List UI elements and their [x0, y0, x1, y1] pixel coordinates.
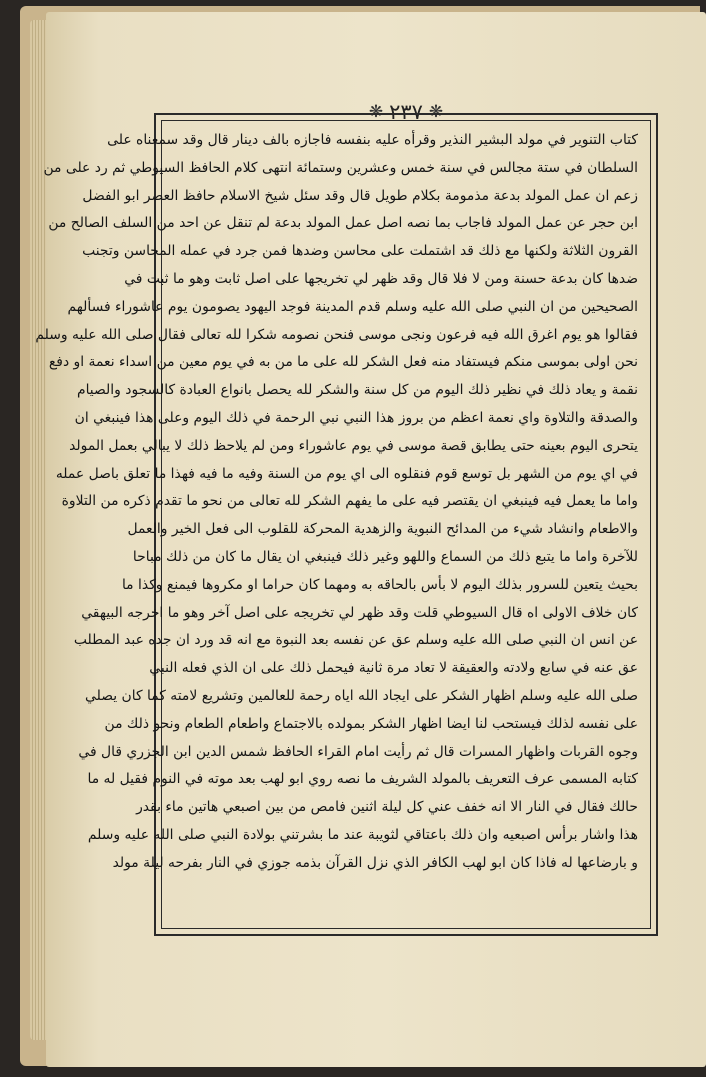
- text-line: وجوه القربات واظهار المسرات قال ثم رأيت امام القراء الحافظ شمس الدين ابن الجزري قال في: [78, 743, 638, 760]
- text-line: ضدها كان بدعة حسنة ومن لا فلا قال وقد ظهر لي تخريجها على اصل ثابت وهو ما ثبت في: [124, 270, 638, 287]
- text-frame-inner: [35, 120, 651, 929]
- text-line: صلى الله عليه وسلم اظهار الشكر على ايجاد الله اياه رحمة للعالمين وتشريع لامته كما كان يصلي: [85, 687, 638, 704]
- page-number: ٢٣٧: [389, 100, 423, 124]
- text-line: في اي يوم من الشهر بل توسع قوم فنقلوه الى اي يوم من السنة وفيه ما فيه فهذا ما تعلق باصل عمله: [55, 465, 638, 482]
- ornament-right-icon: ❋: [428, 102, 444, 122]
- text-line: و بارضاعها له فاذا كان ابو لهب الكافر الذي نزل القرآن بذمه جوزي في النار بفرحه ليلة مولد: [112, 854, 638, 871]
- text-line: واما ما يعمل فيه فينبغي ان يقتصر فيه على ما يفهم الشكر لله تعالى من نحو ما تقدم ذكره من التلاوة: [61, 493, 638, 510]
- text-line: نقمة و يعاد ذلك في نظير ذلك اليوم من كل سنة والشكر لله يحصل بانواع العبادة كالسجود والصيام: [76, 382, 638, 399]
- ornament-left-icon: ❋: [368, 102, 384, 122]
- text-line: والاطعام وانشاد شيء من المدائح النبوية والزهدية المحركة للقلوب الى فعل الخير والعمل: [127, 521, 638, 538]
- text-line: القرون الثلاثة ولكنها مع ذلك قد اشتملت على محاسن وضدها فمن جرد في عمله المحاسن وتجنب: [82, 243, 638, 260]
- text-line: نحن اولى بموسى منكم فيستفاد منه فعل الشكر لله على ما من به في يوم معين من اسداء نعمة او دفع: [48, 354, 638, 371]
- text-line: بحيث يتعين للسرور بذلك اليوم لا بأس بالحاقه به ومهما كان حراما او مكروها فيمنع وكذا ما: [121, 576, 638, 593]
- text-line: يتحرى اليوم بعينه حتى يطابق قصة موسى في يوم عاشوراء ومن لم يلاحظ ذلك لا يبالي بعمل المولد: [69, 437, 638, 454]
- text-line: كان خلاف الاولى اه قال السيوطي قلت وقد ظهر لي تخريجه على اصل آخر وهو ما اخرجه البيهقي: [81, 604, 638, 621]
- text-block: [35, 127, 638, 878]
- text-line: والصدقة والتلاوة واي نعمة اعظم من بروز هذا النبي نبي الرحمة في ذلك اليوم وعلى هذا فينبغي ان: [74, 409, 638, 426]
- text-line: كتاب التنوير في مولد البشير النذير وقرأه عليه بنفسه فاجازه بالف دينار قال وقد سمعناه على: [107, 132, 638, 148]
- text-line: هذا واشار برأس اصبعيه وان ذلك باعتاقي لثويبة عند ما بشرتني بولادة النبي صلى الله عليه وسلم: [87, 826, 638, 843]
- text-line: ابن حجر عن عمل المولد فاجاب بما نصه اصل عمل المولد بدعة لم تنقل عن احد من السلف الصالح من: [48, 215, 638, 232]
- text-frame: [35, 113, 658, 936]
- text-line: على نفسه لذلك فيستحب لنا ايضا اظهار الشكر بمولده بالاجتماع واطعام الطعام ونحو ذلك من: [104, 715, 638, 732]
- text-line: فقالوا هو يوم اغرق الله فيه فرعون ونجى موسى فنحن نصومه شكرا لله تعالى فقال صلى الله عليه وسلم: [35, 326, 638, 343]
- text-line: كتابه المسمى عرف التعريف بالمولد الشريف ما نصه روي ابو لهب بعد موته في النوم فقيل له ما: [87, 771, 638, 788]
- text-line: حالك فقال في النار الا انه خفف عني كل ليلة اثنين فامص من بين اصبعي هاتين ماء بقدر: [136, 799, 638, 816]
- text-line: للآخرة واما ما يتبع ذلك من السماع واللهو وغير ذلك فينبغي ان يقال ما كان من ذلك مباحا: [132, 548, 638, 565]
- text-line: زعم ان عمل المولد بدعة مذمومة بكلام طويل قال وقد سئل شيخ الاسلام حافظ العصر ابو الفضل: [82, 187, 638, 204]
- text-line: السلطان في ستة مجالس في سنة خمس وعشرين وستمائة انتهى كلام الحافظ السيوطي ثم رد على من: [43, 159, 638, 176]
- text-line: عن انس ان النبي صلى الله عليه وسلم عق عن نفسه بعد النبوة مع انه قد ورد ان جده عبد المطلب: [73, 632, 638, 649]
- text-line: الصحيحين من ان النبي صلى الله عليه وسلم قدم المدينة فوجد اليهود يصومون يوم عاشوراء فسألهم: [67, 298, 638, 315]
- text-line: عق عنه في سابع ولادته والعقيقة لا تعاد مرة ثانية فيحمل ذلك على ان الذي فعله النبي: [149, 660, 638, 677]
